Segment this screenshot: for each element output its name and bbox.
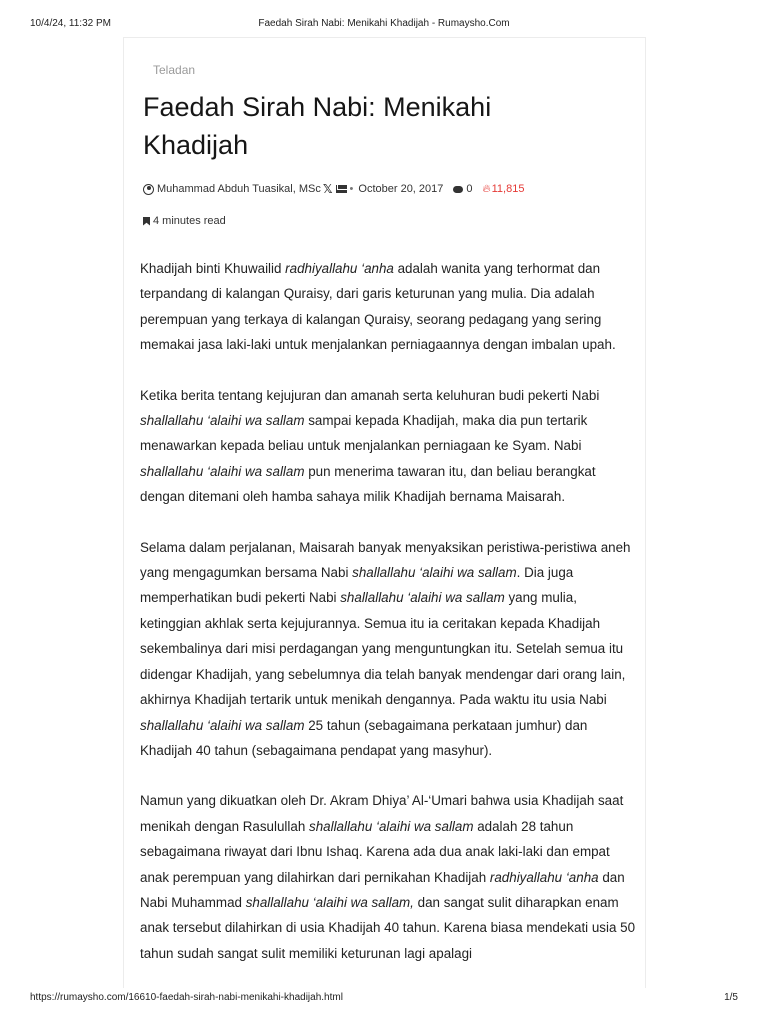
- article-card: [123, 37, 646, 988]
- text: Khadijah binti Khuwailid: [140, 261, 286, 276]
- separator-dot: •: [349, 183, 354, 195]
- text: . Dia juga memperhatikan budi pekerti Nabi: [140, 565, 574, 606]
- italic-text: shallallahu ‘alaihi wa sallam: [140, 717, 305, 733]
- print-url[interactable]: https://rumaysho.com/16610-faedah-sirah-nabi-menikahi-khadijah.html: [30, 992, 343, 1003]
- italic-text: shallallahu ‘alaihi wa sallam,: [245, 894, 414, 910]
- text: Namun yang dikuatkan oleh Dr. Akram Dhiya’ Al-‘Umari bahwa usia Khadijah saat menikah dengan Rasulullah: [140, 793, 624, 834]
- text: pun menerima tawaran itu, dan beliau berangkat dengan ditemani oleh hamba sahaya milik Khadijah bernama Maisarah.: [140, 463, 596, 505]
- paragraph-1: [140, 256, 640, 358]
- italic-text: radhiyallahu ‘anha: [489, 869, 599, 885]
- comment-count[interactable]: 0: [466, 183, 473, 195]
- mail-icon[interactable]: [336, 185, 347, 193]
- view-count: 11,815: [491, 183, 525, 195]
- print-page-number: 1/5: [724, 992, 738, 1003]
- article-body: [140, 256, 640, 988]
- italic-text: shallallahu ‘alaihi wa sallam: [140, 463, 305, 479]
- text: dan Nabi Muhammad: [140, 869, 625, 910]
- read-time-label: 4 minutes read: [153, 215, 226, 227]
- italic-text: radhiyallahu ‘anha: [285, 261, 394, 276]
- fire-icon: 🔥︎: [482, 182, 491, 195]
- paragraph-3: [140, 535, 640, 764]
- text: 25 tahun (sebagaimana perkataan jumhur) dan Khadijah 40 tahun (sebagaimana pendapat yang masyhur).: [140, 717, 588, 758]
- text: adalah 28 tahun sebagaimana riwayat dari Ibnu Ishaq. Karena ada dua anak laki-laki dan empat anak perempuan yang dilahirkan dari pernikahan Khadijah: [140, 818, 610, 885]
- author-link[interactable]: Muhammad Abduh Tuasikal, MSc: [157, 183, 321, 195]
- post-date: October 20, 2017: [358, 183, 444, 195]
- italic-text: shallallahu ‘alaihi wa sallam: [352, 565, 517, 581]
- paragraph-4: [140, 788, 640, 966]
- print-datetime: 10/4/24, 11:32 PM: [30, 18, 111, 29]
- user-icon: [143, 184, 154, 195]
- bookmark-icon: [143, 217, 150, 226]
- comment-icon[interactable]: [453, 186, 463, 193]
- post-meta: [143, 182, 524, 196]
- text: sampai kepada Khadijah, maka dia pun tertarik menawarkan kepada beliau untuk menjalankan perniagaan ke Syam. Nabi: [140, 413, 588, 454]
- page-title: Faedah Sirah Nabi: Menikahi Khadijah: [143, 92, 492, 160]
- text: yang mulia, ketinggian akhlak serta kejujurannya. Semua itu ia ceritakan kepada Khadijah sekembalinya dari misi perdagangan yang menguntungkan itu. Setelah semua itu didengar Khadijah, yang sebelumnya dia telah banyak mendengar dari orang lain, akhirnya Khadijah tertarik untuk menikah dengannya. Pada waktu itu usia Nabi: [140, 590, 626, 708]
- print-page-title: Faedah Sirah Nabi: Menikahi Khadijah - Rumaysho.Com: [258, 18, 510, 29]
- paragraph-2: [140, 383, 640, 510]
- text: Selama dalam perjalanan, Maisarah banyak menyaksikan peristiwa-peristiwa aneh yang mengagumkan bersama Nabi: [140, 539, 631, 581]
- category-link[interactable]: Teladan: [153, 63, 196, 77]
- italic-text: shallallahu ‘alaihi wa sallam: [140, 413, 305, 429]
- text: dan sangat sulit diharapkan enam anak tersebut dilahirkan di usia Khadijah 40 tahun. Karena biasa mendekati usia 50 tahun sudah sangat sulit memiliki keturunan lagi apalagi: [140, 894, 636, 961]
- read-time: [143, 215, 226, 227]
- italic-text: shallallahu ‘alaihi wa sallam: [340, 590, 505, 606]
- print-header: [30, 18, 738, 32]
- x-icon[interactable]: 𝕏: [322, 182, 333, 196]
- text: Ketika berita tentang kejujuran dan amanah serta keluhuran budi pekerti Nabi: [140, 387, 600, 403]
- print-footer: [30, 992, 738, 1006]
- text: adalah wanita yang terhormat dan terpandang di kalangan Quraisy, dari garis keturunan yang mulia. Dia adalah perempuan yang terkaya di kalangan Quraisy, seorang pedagang yang sering memakai jasa laki-laki untuk menjalankan perniagaannya dengan imbalan upah.: [140, 261, 616, 353]
- italic-text: shallallahu ‘alaihi wa sallam: [309, 818, 474, 834]
